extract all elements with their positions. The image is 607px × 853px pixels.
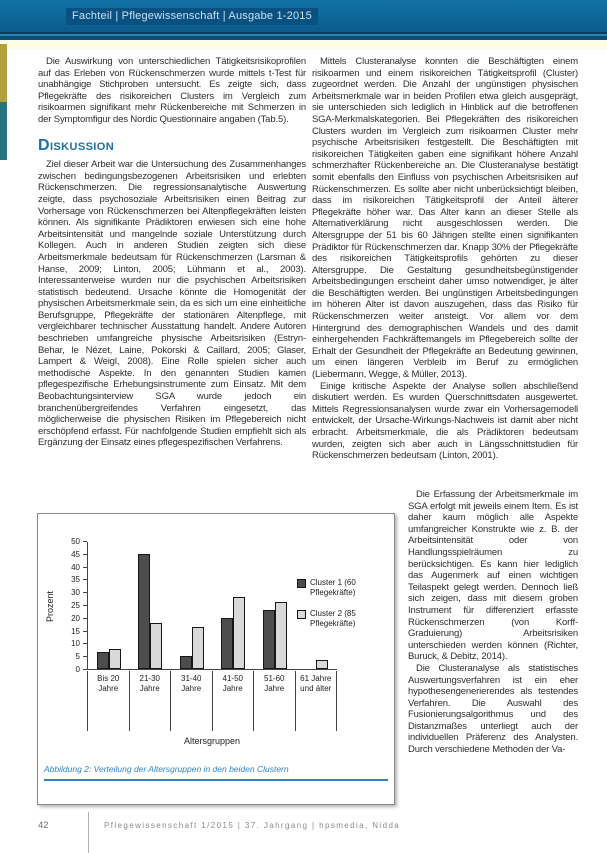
y-tick-label: 0 xyxy=(75,665,80,674)
category-label: 61 Jahre und älter xyxy=(295,671,338,731)
body-paragraph: Ziel dieser Arbeit war die Untersuchung des Zusammenhanges zwischen bedingungsbezogenen Arbeitsrisiken und erlebten Rückenschmerzen. Die regressionsanalytische Auswertung zeigte, dass psychosoziale Arbeitsrisiken einen Beitrag zur Vorhersage von Rückenschmerzen bei Altenpflegekräften leisten können. Als signifikante Prädiktoren erwiesen sich eine hohe Arbeitsintensität und mangelnde soziale Unterstützung durch Kollegen. Auch in anderen Studien zeigten sich diese Arbeitsmerkmale bedeutsam für Rückenschmerzen (Larsman & Hanse, 2009; Linton, 2005; Lühmann et al., 2003). Interessanterweise wurden nur die psychischen Arbeitsrisiken statistisch bedeutend. Ursache könnte die Homogenität der physischen Arbeitsmerkmale sein, da es sich um eine einheitliche Berufsgruppe, Pflegekräfte der stationären Altenpflege, mit vergleichbarer technischer Ausstattung handelt. Andere Autoren beschrieben umfangreiche physische Arbeitsrisiken (Estryn-Behar, le Nézet, Laine, Pokorski & Caillard, 2005; Glaser, Lampert & Weigl, 2008). Eine Rolle spielen sicher auch methodische Aspekte. In den genannten Studien kamen pflegespezifische Erhebungsinstrumente zum Einsatz. Mit dem Beobachtungsinterview SGA wurde jedoch ein branchenübergreifendes Verfahren eingesetzt, das möglicherweise die physischen Risiken im Pflegebereich nicht erschöpfend erfasst. Für nachfolgende Studien empfiehlt sich als Ergänzung der Einsatz eines pflegespezifischen Verfahrens. xyxy=(38,159,306,449)
bar xyxy=(221,618,233,669)
bar xyxy=(150,623,162,669)
y-axis-title: Prozent xyxy=(45,590,55,622)
y-tick-label: 5 xyxy=(75,652,80,662)
category-label: Bis 20 Jahre xyxy=(87,671,129,731)
bar-group xyxy=(88,649,130,669)
bar xyxy=(275,602,287,669)
section-heading-diskussion: Diskussion xyxy=(38,136,115,154)
body-paragraph: Die Auswirkung von unterschiedlichen Tätigkeitsrisikoprofilen auf das Erleben von Rückenschmerzen wurde mittels t-Test für unabhängige Stichproben untersucht. Es zeigte sich, dass Pflegekräfte des risikoreichen Clusters im Vergleich zum risikoarmen signifikant mehr Rückenbereiche mit Schmerzen in der Symptomfigur des Nordic Questionnaire angaben (Tab.5). xyxy=(38,56,306,125)
page-number: 42 xyxy=(38,820,49,831)
bar xyxy=(109,649,121,669)
chart-legend xyxy=(297,578,393,629)
figure-box xyxy=(37,513,395,805)
y-tick-label: 20 xyxy=(71,613,80,623)
bar-group xyxy=(296,660,338,669)
left-accent-bar-teal xyxy=(0,102,7,160)
right-column-wide xyxy=(312,56,578,488)
bar-group xyxy=(213,597,255,669)
legend-marker-icon xyxy=(297,579,306,588)
bar xyxy=(233,597,245,669)
figure-caption: Abbildung 2: Verteilung der Altersgruppen in den beiden Clustern xyxy=(44,764,388,781)
y-tick-label: 25 xyxy=(71,601,80,610)
category-label: 31-40 Jahre xyxy=(170,671,212,731)
bar-group xyxy=(171,627,213,669)
legend-marker-icon xyxy=(297,610,306,619)
footer-divider xyxy=(88,812,89,853)
y-tick-label: 45 xyxy=(71,549,80,559)
category-label: 41-50 Jahre xyxy=(212,671,254,731)
bar xyxy=(97,652,109,669)
category-label: 21-30 Jahre xyxy=(129,671,171,731)
bar xyxy=(180,656,192,669)
bar-group xyxy=(254,602,296,669)
y-tick-label: 30 xyxy=(71,588,80,598)
bar xyxy=(263,610,275,669)
bar xyxy=(316,660,328,669)
y-tick-label: 10 xyxy=(71,639,80,649)
legend-label: Cluster 1 (60 Pflegekräfte) xyxy=(310,578,356,597)
legend-item xyxy=(297,578,393,598)
header-title: Fachteil | Pflegewissenschaft | Ausgabe 1-2015 xyxy=(66,8,318,25)
legend-label: Cluster 2 (85 Pflegekräfte) xyxy=(310,609,356,628)
body-paragraph: Die Erfassung der Arbeitsmerkmale im SGA erfolgt mit jeweils einem Item. Es ist daher kaum möglich alle Aspekte umfangreicher Konstrukte wie z. B. der Arbeitsintensität oder von Handlungsspielräumen zu berücksichtigen. Es kann hier lediglich das Augenmerk auf einen wichtigen Teilaspekt gelegt werden. Dennoch ließ sich zeigen, dass mit diesem groben Instrument für differenziert erfasste Rückenschmerzen (von Korff-Graduierung) Arbeitsrisiken unterschieden werden können (Richter, Buruck, & Debitz, 2014). xyxy=(408,489,578,663)
footer-journal-line: Pflegewissenschaft 1/2015 | 37. Jahrgang | hpsmedia, Nidda xyxy=(104,821,401,830)
body-paragraph: Mittels Clusteranalyse konnten die Beschäftigten einem risikoarmen und einem risikoreichen Tätigkeitsprofil (Cluster) zugeordnet werden. Die Anzahl der ungünstigen physischen Arbeitsmerkmale war in beiden Profilen etwa gleich ausgeprägt, sie unterschieden sich lediglich in Hinblick auf die betroffenen SGA-Merkmalskategorien. Bei Pflegekräften des risikoreichen Clusters wurden im Vergleich zum risikoarmen Cluster mehr psychische Arbeitsrisiken festgestellt. Die Beschäftigten mit risikoreichen Tätigkeiten gaben eine signifikant höhere Anzahl schmerzhafter Rückenbereiche an. Die Clusteranalyse bestätigt somit ebenfalls den Einfluss von psychischen Arbeitsrisiken auf Rückenschmerzen. Es sollte aber nicht unberücksichtigt bleiben, dass im risikoreichen Tätigkeitsprofil der Anteil älterer Pflegekräfte höher war. Das Alter kann an dieser Stelle als Alternativerklärung nicht ausgeschlossen werden. Die Altersgruppe der 51 bis 60 Jährigen stellte einen signifikanten Prädiktor für Rückenschmerzen dar. Knapp 30% der Pflegekräfte des risikoreichen Tätigkeitsprofils gehörten zu dieser Altersgruppe. Die Gestaltung gesundheitsbegünstigender Arbeitsbedingungen erscheint daher umso notwendiger, je älter die Beschäftigten werden. Bei ungünstigen Arbeitsbedingungen im höheren Alter ist davon auszugehen, dass das Risiko für Rückenschmerzen weiter ansteigt. Vor allem vor dem Hintergrund des demographischen Wandels und des damit einhergehenden Fachkräftemangels im Pflegebereich sollte der Erhalt der Gesundheit der Pflegekräfte an Bedeutung gewinnen, um einen längeren Verbleib im Beruf zu ermöglichen (Liebermann, Wegge, & Müller, 2013). xyxy=(312,56,578,381)
bar-group xyxy=(130,554,172,669)
body-paragraph: Die Clusteranalyse als statistisches Auswertungsverfahren ist ein eher hypothesengenerierendes als testendes Verfahren. Die Auswahl des Fusionierungsalgorithmus und des Distanzmaßes unterliegt auch der individuellen Präferenz des Analysten. Durch verschiedene Methoden der Va- xyxy=(408,662,578,756)
y-tick-label: 40 xyxy=(71,562,80,572)
left-column xyxy=(38,56,306,512)
x-axis-category-row xyxy=(87,671,337,731)
legend-item xyxy=(297,609,393,629)
x-axis-title: Altersgruppen xyxy=(183,736,241,746)
category-label: 51-60 Jahre xyxy=(253,671,295,731)
body-paragraph: Einige kritische Aspekte der Analyse sollen abschließend diskutiert werden. Es wurden Querschnittsdaten ausgewertet. Mittels Regressionsanalysen wurde zwar ein Vorhersagemodell entwickelt, der Ursache-Wirkungs-Nachweis ist damit aber nicht erbracht. Arbeitsmerkmale, die als Prädiktoren bedeutsam wurden, zeigten sich aber auch in Längsschnittstudien für Rückenschmerzen bedeutsam (Linton, 2001). xyxy=(312,380,578,462)
y-axis xyxy=(60,537,87,674)
y-tick-label: 50 xyxy=(71,537,80,546)
y-tick-label: 35 xyxy=(71,575,80,585)
bar xyxy=(192,627,204,669)
y-tick-label: 15 xyxy=(71,626,80,636)
bar xyxy=(138,554,150,669)
right-column-narrow xyxy=(408,489,578,807)
header-band xyxy=(0,40,607,49)
left-accent-bar-gold xyxy=(0,44,7,102)
